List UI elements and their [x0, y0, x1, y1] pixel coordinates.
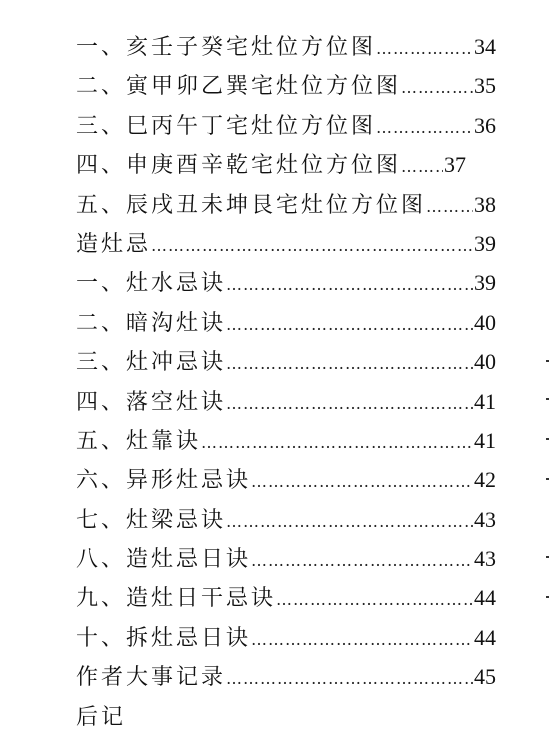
toc-entry-page: 41 — [474, 427, 496, 453]
toc-entry — [76, 424, 496, 463]
dot-leader — [226, 275, 473, 294]
toc-entry — [76, 148, 496, 187]
dot-leader — [376, 118, 473, 137]
dot-leader — [251, 551, 473, 570]
toc-entry-title: 十、拆灶忌日诀 — [76, 625, 252, 651]
toc-entry — [76, 700, 496, 739]
toc-entry-title: 四、落空灶诀 — [76, 389, 227, 415]
dot-leader — [426, 197, 473, 216]
toc-entry — [76, 30, 496, 69]
dot-leader — [226, 354, 473, 373]
toc-entry-page: 45 — [474, 664, 496, 690]
toc-entry — [76, 188, 496, 227]
dot-leader — [251, 472, 473, 491]
toc-entry — [76, 69, 496, 108]
toc-entry-title: 九、造灶日干忌诀 — [76, 586, 277, 612]
toc-entry — [76, 345, 496, 384]
dot-leader — [401, 78, 473, 97]
toc-entry-title: 造灶忌 — [76, 231, 152, 257]
toc-entry-page: 36 — [474, 112, 496, 138]
table-of-contents — [76, 30, 496, 739]
dot-leader — [151, 236, 473, 255]
toc-entry-title: 五、灶靠诀 — [76, 428, 202, 454]
toc-entry — [76, 385, 496, 424]
toc-entry-title: 七、灶梁忌诀 — [76, 507, 227, 533]
toc-entry-page: 39 — [474, 270, 496, 296]
dot-leader — [226, 315, 473, 334]
toc-entry-title: 五、辰戌丑未坤艮宅灶位方位图 — [76, 192, 427, 218]
toc-entry-page: 43 — [474, 506, 496, 532]
toc-entry-title: 四、申庚酉辛乾宅灶位方位图 — [76, 153, 402, 179]
toc-entry-title: 六、异形灶忌诀 — [76, 468, 252, 494]
dot-leader — [201, 433, 473, 452]
toc-entry — [76, 542, 496, 581]
toc-entry — [76, 503, 496, 542]
toc-entry-title: 三、灶冲忌诀 — [76, 350, 227, 376]
toc-entry-title: 三、巳丙午丁宅灶位方位图 — [76, 113, 377, 139]
toc-entry-page: 41 — [474, 388, 496, 414]
toc-entry-title: 八、造灶忌日诀 — [76, 547, 252, 573]
toc-entry-page: 44 — [474, 624, 496, 650]
toc-entry-title: 二、暗沟灶诀 — [76, 310, 227, 336]
toc-entry-page: 38 — [474, 191, 496, 217]
dot-leader — [376, 39, 473, 58]
toc-entry-page: 43 — [474, 546, 496, 572]
toc-entry — [76, 581, 496, 620]
toc-entry — [76, 227, 496, 266]
toc-entry — [76, 109, 496, 148]
toc-entry — [76, 266, 496, 305]
toc-entry — [76, 660, 496, 699]
toc-entry-page: 44 — [474, 585, 496, 611]
toc-entry-title: 后记 — [76, 704, 127, 730]
dot-leader — [226, 394, 473, 413]
toc-entry — [76, 621, 496, 660]
dot-leader — [276, 590, 473, 609]
dot-leader — [226, 512, 473, 531]
dot-leader — [251, 630, 473, 649]
toc-entry-page: 39 — [474, 230, 496, 256]
toc-entry-page: 35 — [474, 73, 496, 99]
toc-entry-title: 二、寅甲卯乙巽宅灶位方位图 — [76, 74, 402, 100]
toc-entry-page: 42 — [474, 467, 496, 493]
toc-entry-title: 一、亥壬子癸宅灶位方位图 — [76, 35, 377, 60]
toc-entry-page: 40 — [474, 349, 496, 375]
toc-entry-title: 一、灶水忌诀 — [76, 271, 227, 297]
toc-entry-title: 作者大事记录 — [76, 665, 227, 691]
toc-entry — [76, 463, 496, 502]
dot-leader — [226, 669, 473, 688]
toc-entry — [76, 306, 496, 345]
dot-leader — [401, 157, 443, 176]
toc-entry-page: 37 — [444, 152, 467, 178]
toc-entry-page: 34 — [474, 34, 496, 59]
toc-entry-page: 40 — [474, 309, 496, 335]
